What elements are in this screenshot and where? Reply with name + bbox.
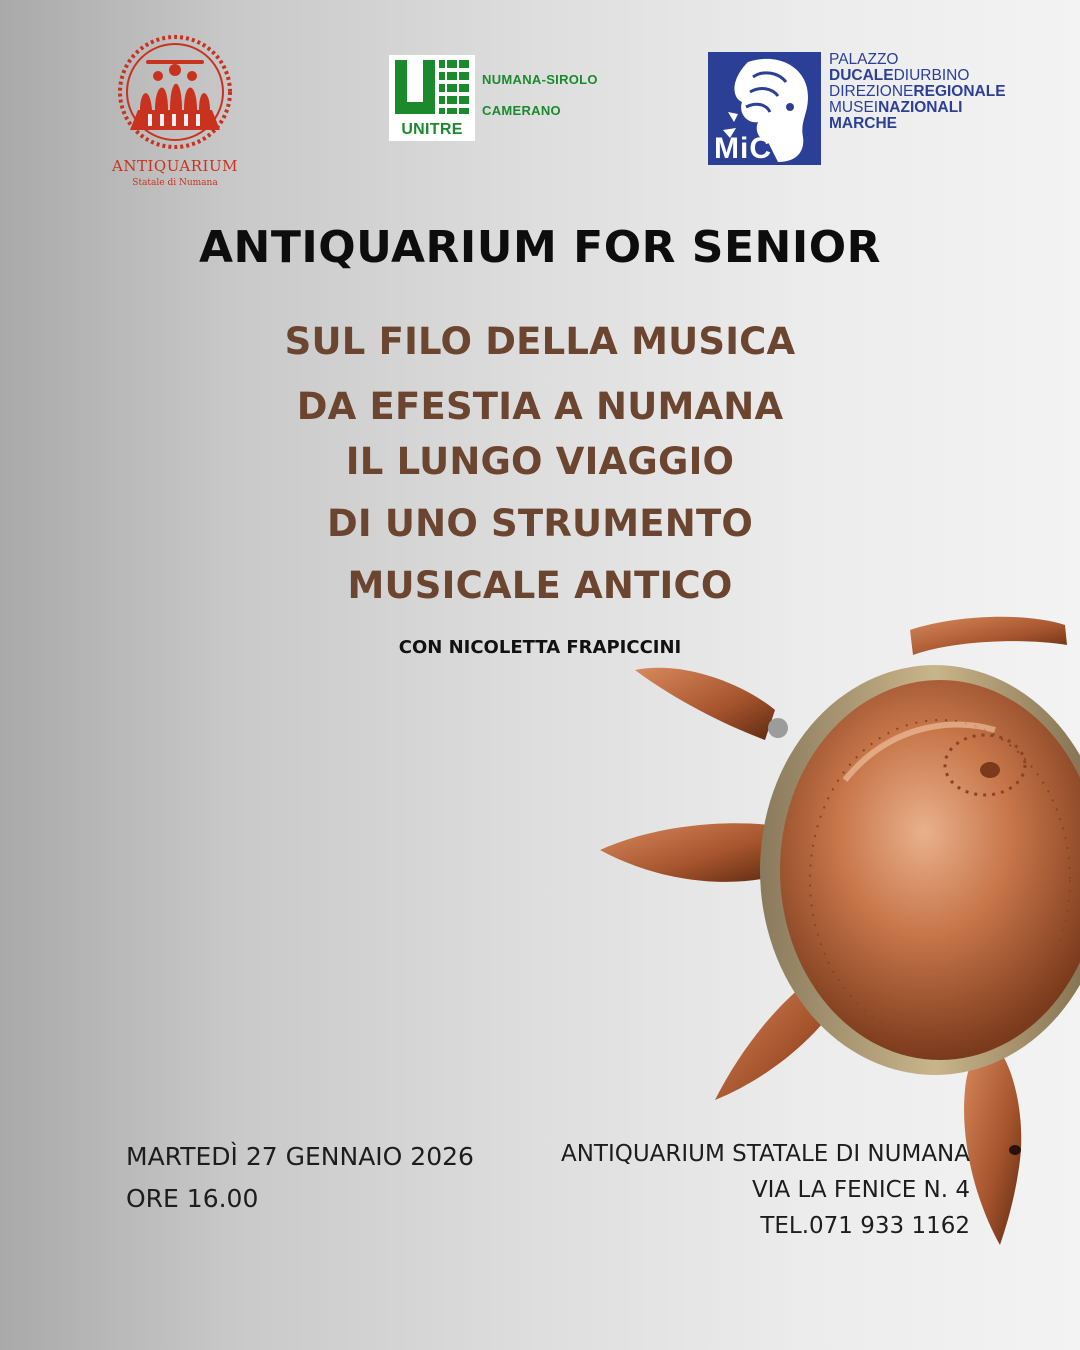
venue-name: ANTIQUARIUM STATALE DI NUMANA [560,1141,970,1167]
mic-line2-light: DIURBINO [893,67,970,84]
mic-line2-bold: DUCALE [829,67,894,84]
mic-badge [708,52,821,165]
mic-line2 [829,68,1006,84]
venue-phone: TEL.071 933 1162 [760,1213,970,1239]
mic-line5: MARCHE [829,115,898,132]
antiquarium-logo-subtitle: Statale di Numana [132,178,218,188]
unitre-mark [389,55,475,141]
unitre-city-line2: CAMERANO [482,103,561,118]
event-date-block [126,1136,474,1220]
event-time: ORE 16.00 [126,1184,259,1213]
mic-line4 [829,100,1006,116]
unitre-logo [389,55,639,145]
antiquarium-logo [100,30,250,195]
unitre-name: UNITRE [401,121,463,138]
antiquarium-emblem-icon [100,30,250,155]
mic-institution-text [829,52,1006,132]
event-title-line-1: SUL FILO DELLA MUSICA [284,320,796,363]
speaker-line: CON NICOLETTA FRAPICCINI [398,637,682,658]
mic-line3-light: DIREZIONE [829,83,914,100]
mic-logo [708,52,1038,165]
event-title-line-3: IL LUNGO VIAGGIO [345,440,735,483]
unitre-city-line1: NUMANA-SIROLO [482,72,598,87]
mic-line3 [829,84,1006,100]
venue-block [561,1136,970,1244]
unitre-u-e-icon [393,58,471,120]
event-date: MARTEDÌ 27 GENNAIO 2026 [126,1142,474,1171]
venue-address: VIA LA FENICE N. 4 [751,1177,970,1203]
event-title-line-2: DA EFESTIA A NUMANA [296,385,784,428]
mic-badge-label: MiC [714,132,772,165]
antiquarium-logo-name: ANTIQUARIUM [112,157,238,175]
event-title-line-4: DI UNO STRUMENTO [326,502,754,545]
mic-line4-bold: NAZIONALI [878,99,963,116]
series-title: ANTIQUARIUM FOR SENIOR [198,222,882,273]
mic-line4-light: MUSEI [829,99,879,116]
mic-line1: PALAZZO [829,51,899,68]
event-title-line-5: MUSICALE ANTICO [347,564,733,607]
mic-line3-bold: REGIONALE [913,83,1006,100]
